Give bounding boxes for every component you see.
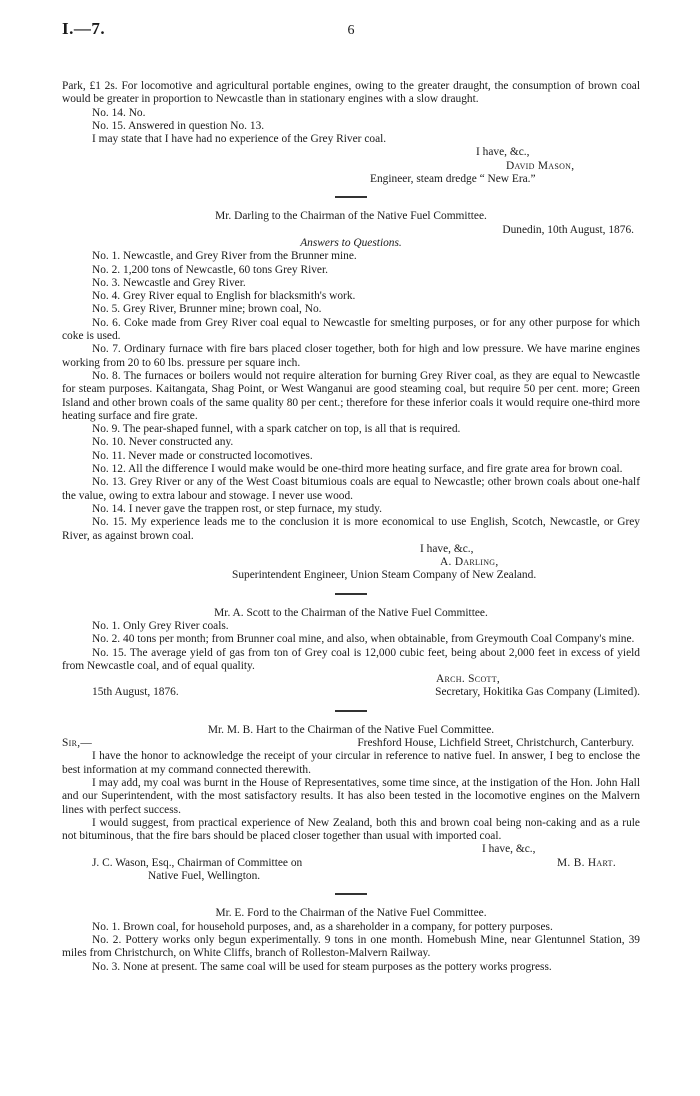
darling-answer-11: No. 11. Never made or constructed locomotives. xyxy=(92,449,313,462)
darling-answer-14: No. 14. I never gave the trappen rost, or step furnace, my study. xyxy=(92,502,382,515)
hart-heading: Mr. M. B. Hart to the Chairman of the Native Fuel Committee. xyxy=(207,723,495,736)
darling-answer-13: No. 13. Grey River or any of the West Coast bitumious coals are equal to Newcastle; other brown coals about one-half the value, owing to extra labour and stowage. I never use wood. xyxy=(62,476,640,502)
section-divider xyxy=(335,710,367,712)
mason-closing: I have, &c., xyxy=(476,146,530,159)
mason-answer-14: No. 14. No. xyxy=(92,106,146,119)
darling-heading: Mr. Darling to the Chairman of the Native Fuel Committee. xyxy=(215,210,487,223)
answers-heading: Answers to Questions. xyxy=(300,236,402,249)
mason-answers xyxy=(62,107,640,147)
darling-answer-5: No. 5. Grey River, Brunner mine; brown coal, No. xyxy=(92,303,322,316)
ford-answer-3: No. 3. None at present. The same coal will be used for steam purposes as the pottery works progress. xyxy=(92,960,552,973)
paper-reference: I.—7. xyxy=(62,19,106,38)
darling-answer-7: No. 7. Ordinary furnace with fire bars placed closer together, both for high and low pressure. We have marine engines working from 20 to 60 lbs. pressure per square inch. xyxy=(62,343,640,369)
scott-answer-2: No. 2. 40 tons per month; from Brunner coal mine, and also, when obtainable, from Greymouth Coal Company's mine. xyxy=(92,633,635,646)
darling-answer-10: No. 10. Never constructed any. xyxy=(92,436,234,449)
darling-answer-9: No. 9. The pear-shaped funnel, with a spark catcher on top, is all that is required. xyxy=(92,423,461,436)
darling-date: Dunedin, 10th August, 1876. xyxy=(502,223,634,236)
page-header xyxy=(62,19,640,46)
darling-answer-1: No. 1. Newcastle, and Grey River from the Brunner mine. xyxy=(92,250,357,263)
hart-salutation-row xyxy=(62,737,640,750)
darling-signatory: A. Darling, xyxy=(440,556,499,569)
hart-salutation: Sir,— xyxy=(62,737,93,750)
darling-answer-12: No. 12. All the difference I would make would be one-third more heating surface, and fire grate area for brown coal. xyxy=(92,463,623,476)
ford-heading: Mr. E. Ford to the Chairman of the Native Fuel Committee. xyxy=(215,907,487,920)
darling-title: Superintendent Engineer, Union Steam Company of New Zealand. xyxy=(232,569,537,582)
ford-answer-1: No. 1. Brown coal, for household purposes, and, as a shareholder in a company, for pottery purposes. xyxy=(92,920,553,933)
darling-signature xyxy=(62,543,640,583)
hart-letter xyxy=(62,724,640,884)
mason-paragraph: Park, £1 2s. For locomotive and agricultural portable engines, owing to the greater draught, the consumption of brown coal would be greater in proportion to Newcastle than in stationary engines with a slow draught. xyxy=(62,80,640,106)
hart-paragraph-1: I have the honor to acknowledge the receipt of your circular in reference to native fuel. In answer, I beg to enclose the best information at my command connected therewith. xyxy=(62,750,640,776)
section-divider xyxy=(335,593,367,595)
section-divider xyxy=(335,196,367,198)
hart-address: Freshford House, Lichfield Street, Christchurch, Canterbury. xyxy=(357,737,634,750)
mason-signature xyxy=(62,146,640,186)
hart-addressee-2: Native Fuel, Wellington. xyxy=(148,870,261,883)
mason-title: Engineer, steam dredge “ New Era.” xyxy=(370,173,536,186)
page-number: 6 xyxy=(347,23,355,38)
scott-answer-15: No. 15. The average yield of gas from ton of Grey coal is 12,000 cubic feet, being about 2,000 feet in excess of yield from Newcastle coal, and of equal quality. xyxy=(62,646,640,672)
scott-footer xyxy=(62,686,640,699)
scott-answer-1: No. 1. Only Grey River coals. xyxy=(92,619,229,632)
darling-answer-2: No. 2. 1,200 tons of Newcastle, 60 tons Grey River. xyxy=(92,263,329,276)
darling-closing: I have, &c., xyxy=(420,542,474,555)
darling-answer-3: No. 3. Newcastle and Grey River. xyxy=(92,276,246,289)
darling-answer-8: No. 8. The furnaces or boilers would not require alteration for burning Grey River coal, as they are equal to Newcastle for steam purposes. Kaitangata, Shag Point, or West Wanganui are good steaming coal, but require 50 per cent. more; Green Island and other brown coals of the same quality 80 per cent.; therefore for these inferior coals it would require one-third more heating surface and fire grate. xyxy=(62,369,640,422)
darling-letter xyxy=(62,210,640,582)
scott-title: Secretary, Hokitika Gas Company (Limited). xyxy=(435,686,640,699)
scott-signatory: Arch. Scott, xyxy=(436,673,501,686)
ford-answer-2: No. 2. Pottery works only begun experimentally. 9 tons in one month. Homebush Mine, near Glentunnel Station, 39 miles from Christchurch, on White Cliffs, branch of Rolleston-Malvern Railway. xyxy=(62,933,640,960)
hart-signatory: M. B. Hart. xyxy=(556,856,616,869)
hart-paragraph-2: I may add, my coal was burnt in the House of Representatives, some time since, at the instigation of the Hon. John Hall and our Superintendent, with the most satisfactory results. It has also been tested in the locomotive engines on the Malvern lines with perfect success. xyxy=(62,776,640,816)
ford-letter xyxy=(62,907,640,973)
hart-addressee: J. C. Wason, Esq., Chairman of Committee on xyxy=(92,856,303,869)
mason-letter xyxy=(62,80,640,186)
scott-letter xyxy=(62,607,640,700)
hart-footer xyxy=(62,857,640,870)
mason-answer-15: No. 15. Answered in question No. 13. xyxy=(92,119,265,132)
darling-answer-6: No. 6. Coke made from Grey River coal equal to Newcastle for smelting purposes, or for any other purpose for which coke is used. xyxy=(62,316,640,343)
hart-closing: I have, &c., xyxy=(482,843,536,856)
mason-statement: I may state that I have had no experience of the Grey River coal. xyxy=(92,133,387,146)
section-divider xyxy=(335,893,367,895)
scott-date: 15th August, 1876. xyxy=(92,686,179,699)
scott-heading: Mr. A. Scott to the Chairman of the Native Fuel Committee. xyxy=(214,606,488,619)
hart-paragraph-3: I would suggest, from practical experience of New Zealand, both this and brown coal being non-caking and as a rule not bituminous, that the fire bars should be placed closer together than usual with imported coal. xyxy=(62,816,640,843)
mason-signatory: David Mason, xyxy=(506,159,575,172)
darling-answer-15: No. 15. My experience leads me to the conclusion it is more economical to use English, Scotch, Newcastle, or Grey River, as against brown coal. xyxy=(62,516,640,542)
darling-answer-4: No. 4. Grey River equal to English for blacksmith's work. xyxy=(92,290,356,303)
document-body xyxy=(62,80,640,974)
